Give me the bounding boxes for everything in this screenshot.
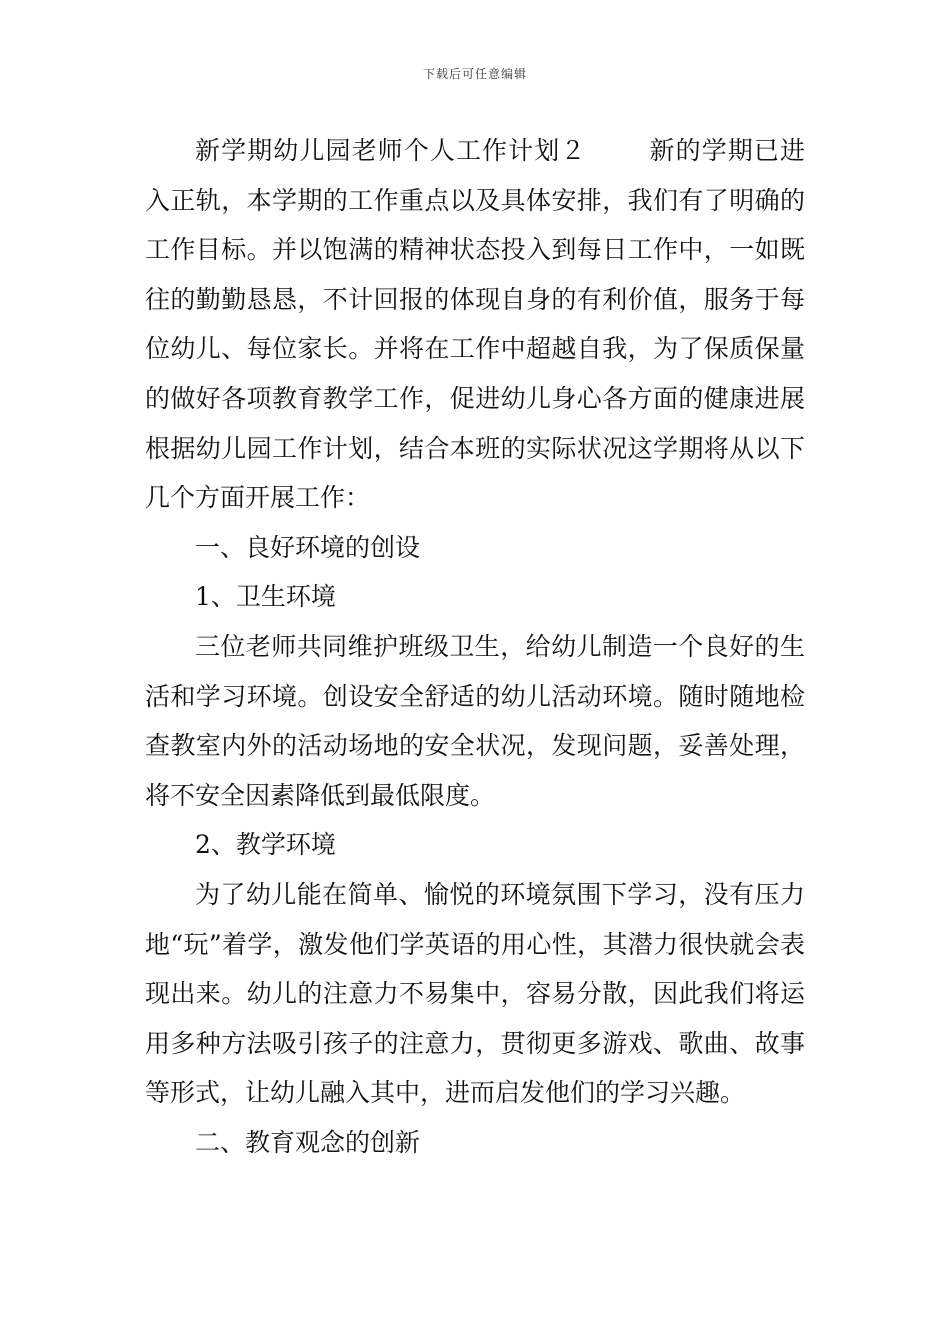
- page-header-note: 下载后可任意编辑: [422, 67, 527, 81]
- paragraph-teaching: 为了幼儿能在简单、愉悦的环境氛围下学习，没有压力地“玩”着学，激发他们学英语的用心性，其潜力很快就会表现出来。幼儿的注意力不易集中，容易分散，因此我们将运用多种方法吸引孩子的注意力，贯彻更多游戏、歌曲、故事等形式，让幼儿融入其中，进而启发他们的学习兴趣。: [145, 879, 805, 1108]
- intro-paragraph: [145, 126, 805, 523]
- section-heading-environment: 一、良好环境的创设: [195, 532, 421, 562]
- section-heading-education-concept: 二、教育观念的创新: [195, 1127, 421, 1157]
- intro-text: 新的学期已进入正轨，本学期的工作重点以及具体安排，我们有了明确的工作目标。并以饱满的精神状态投入到每日工作中，一如既往的勤勤恳恳，不计回报的体现自身的有利价值，服务于每位幼儿、每位家长。并将在工作中超越自我，为了保质保量的做好各项教育教学工作，促进幼儿身心各方面的健康进展根据幼儿园工作计划，结合本班的实际状况这学期将从以下几个方面开展工作：: [145, 136, 805, 513]
- subheading-hygiene: 1、卫生环境: [195, 582, 336, 612]
- subheading-teaching: 2、教学环境: [195, 830, 336, 860]
- paragraph-hygiene: 三位老师共同维护班级卫生，给幼儿制造一个良好的生活和学习环境。创设安全舒适的幼儿活动环境。随时随地检查教室内外的活动场地的安全状况，发现问题，妥善处理，将不安全因素降低到最低限度。: [145, 631, 805, 810]
- document-title: 新学期幼儿园老师个人工作计划２: [195, 136, 587, 165]
- document-body: [145, 126, 805, 1167]
